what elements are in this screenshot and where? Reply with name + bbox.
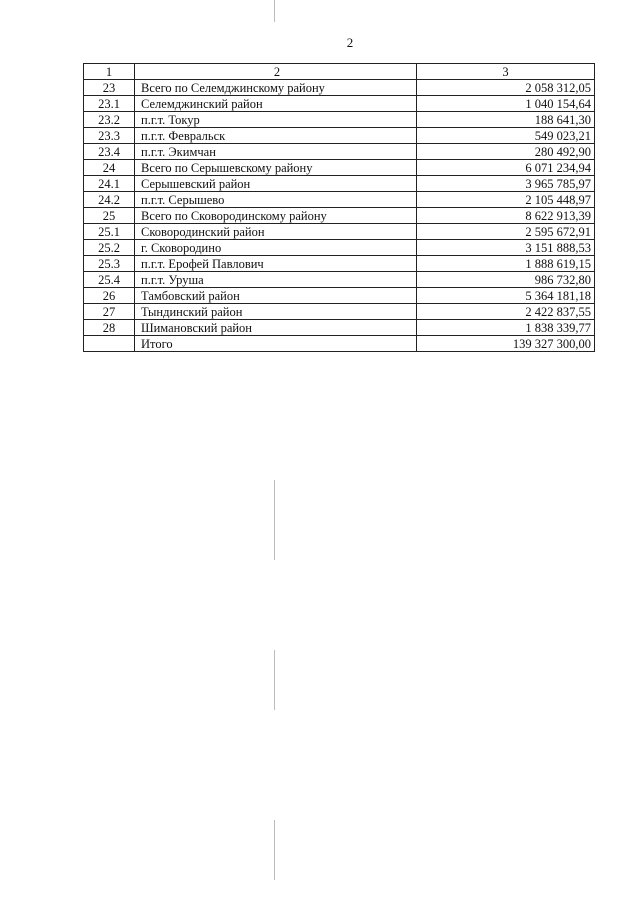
row-value: 1 838 339,77: [417, 320, 595, 336]
table-row: [84, 304, 595, 320]
row-value: 3 965 785,97: [417, 176, 595, 192]
column-header-3: 3: [417, 64, 595, 80]
total-value: 139 327 300,00: [417, 336, 595, 352]
table-header-row: [84, 64, 595, 80]
row-value: 3 151 888,53: [417, 240, 595, 256]
scan-fold-mark: [274, 0, 275, 22]
row-value: 5 364 181,18: [417, 288, 595, 304]
column-header-2: 2: [135, 64, 417, 80]
row-name: Сковородинский район: [135, 224, 417, 240]
row-number: 25.2: [84, 240, 135, 256]
row-value: 2 105 448,97: [417, 192, 595, 208]
row-number: 26: [84, 288, 135, 304]
row-value: 986 732,80: [417, 272, 595, 288]
row-name: г. Сковородино: [135, 240, 417, 256]
row-name: Всего по Селемджинскому району: [135, 80, 417, 96]
total-row: [84, 336, 595, 352]
table-row: [84, 288, 595, 304]
row-number: 23.4: [84, 144, 135, 160]
row-value: 8 622 913,39: [417, 208, 595, 224]
table-row: [84, 112, 595, 128]
row-value: 280 492,90: [417, 144, 595, 160]
row-value: 1 040 154,64: [417, 96, 595, 112]
budget-table: [83, 63, 595, 352]
row-value: 6 071 234,94: [417, 160, 595, 176]
row-number: 24.1: [84, 176, 135, 192]
row-number: 23.3: [84, 128, 135, 144]
scan-fold-mark: [274, 480, 275, 560]
table-row: [84, 192, 595, 208]
row-number: 28: [84, 320, 135, 336]
table-row: [84, 320, 595, 336]
row-number: 25: [84, 208, 135, 224]
row-value: 1 888 619,15: [417, 256, 595, 272]
row-value: 2 058 312,05: [417, 80, 595, 96]
table-row: [84, 128, 595, 144]
row-number: 24: [84, 160, 135, 176]
table-body: [84, 80, 595, 336]
row-name: Тамбовский район: [135, 288, 417, 304]
row-name: Тындинский район: [135, 304, 417, 320]
total-label: Итого: [135, 336, 417, 352]
table-row: [84, 80, 595, 96]
row-name: Серышевский район: [135, 176, 417, 192]
table-row: [84, 240, 595, 256]
row-name: п.г.т. Ерофей Павлович: [135, 256, 417, 272]
row-number: 25.3: [84, 256, 135, 272]
table-row: [84, 96, 595, 112]
row-name: Шимановский район: [135, 320, 417, 336]
table-row: [84, 160, 595, 176]
row-number: 23.1: [84, 96, 135, 112]
scan-fold-mark: [274, 650, 275, 710]
row-value: 2 595 672,91: [417, 224, 595, 240]
column-header-1: 1: [84, 64, 135, 80]
row-value: 2 422 837,55: [417, 304, 595, 320]
row-number: 23.2: [84, 112, 135, 128]
row-value: 188 641,30: [417, 112, 595, 128]
table-row: [84, 224, 595, 240]
row-name: п.г.т. Экимчан: [135, 144, 417, 160]
table-row: [84, 256, 595, 272]
row-name: п.г.т. Февральск: [135, 128, 417, 144]
row-number: 27: [84, 304, 135, 320]
row-name: п.г.т. Серышево: [135, 192, 417, 208]
row-number: 25.4: [84, 272, 135, 288]
total-num-cell: [84, 336, 135, 352]
row-value: 549 023,21: [417, 128, 595, 144]
row-name: Селемджинский район: [135, 96, 417, 112]
row-name: Всего по Сковородинскому району: [135, 208, 417, 224]
row-name: п.г.т. Уруша: [135, 272, 417, 288]
row-number: 24.2: [84, 192, 135, 208]
row-name: Всего по Серышевскому району: [135, 160, 417, 176]
scan-fold-mark: [274, 820, 275, 880]
table-row: [84, 144, 595, 160]
row-number: 23: [84, 80, 135, 96]
table-row: [84, 272, 595, 288]
table-row: [84, 208, 595, 224]
table-row: [84, 176, 595, 192]
page-number: 2: [346, 35, 354, 50]
row-name: п.г.т. Токур: [135, 112, 417, 128]
row-number: 25.1: [84, 224, 135, 240]
